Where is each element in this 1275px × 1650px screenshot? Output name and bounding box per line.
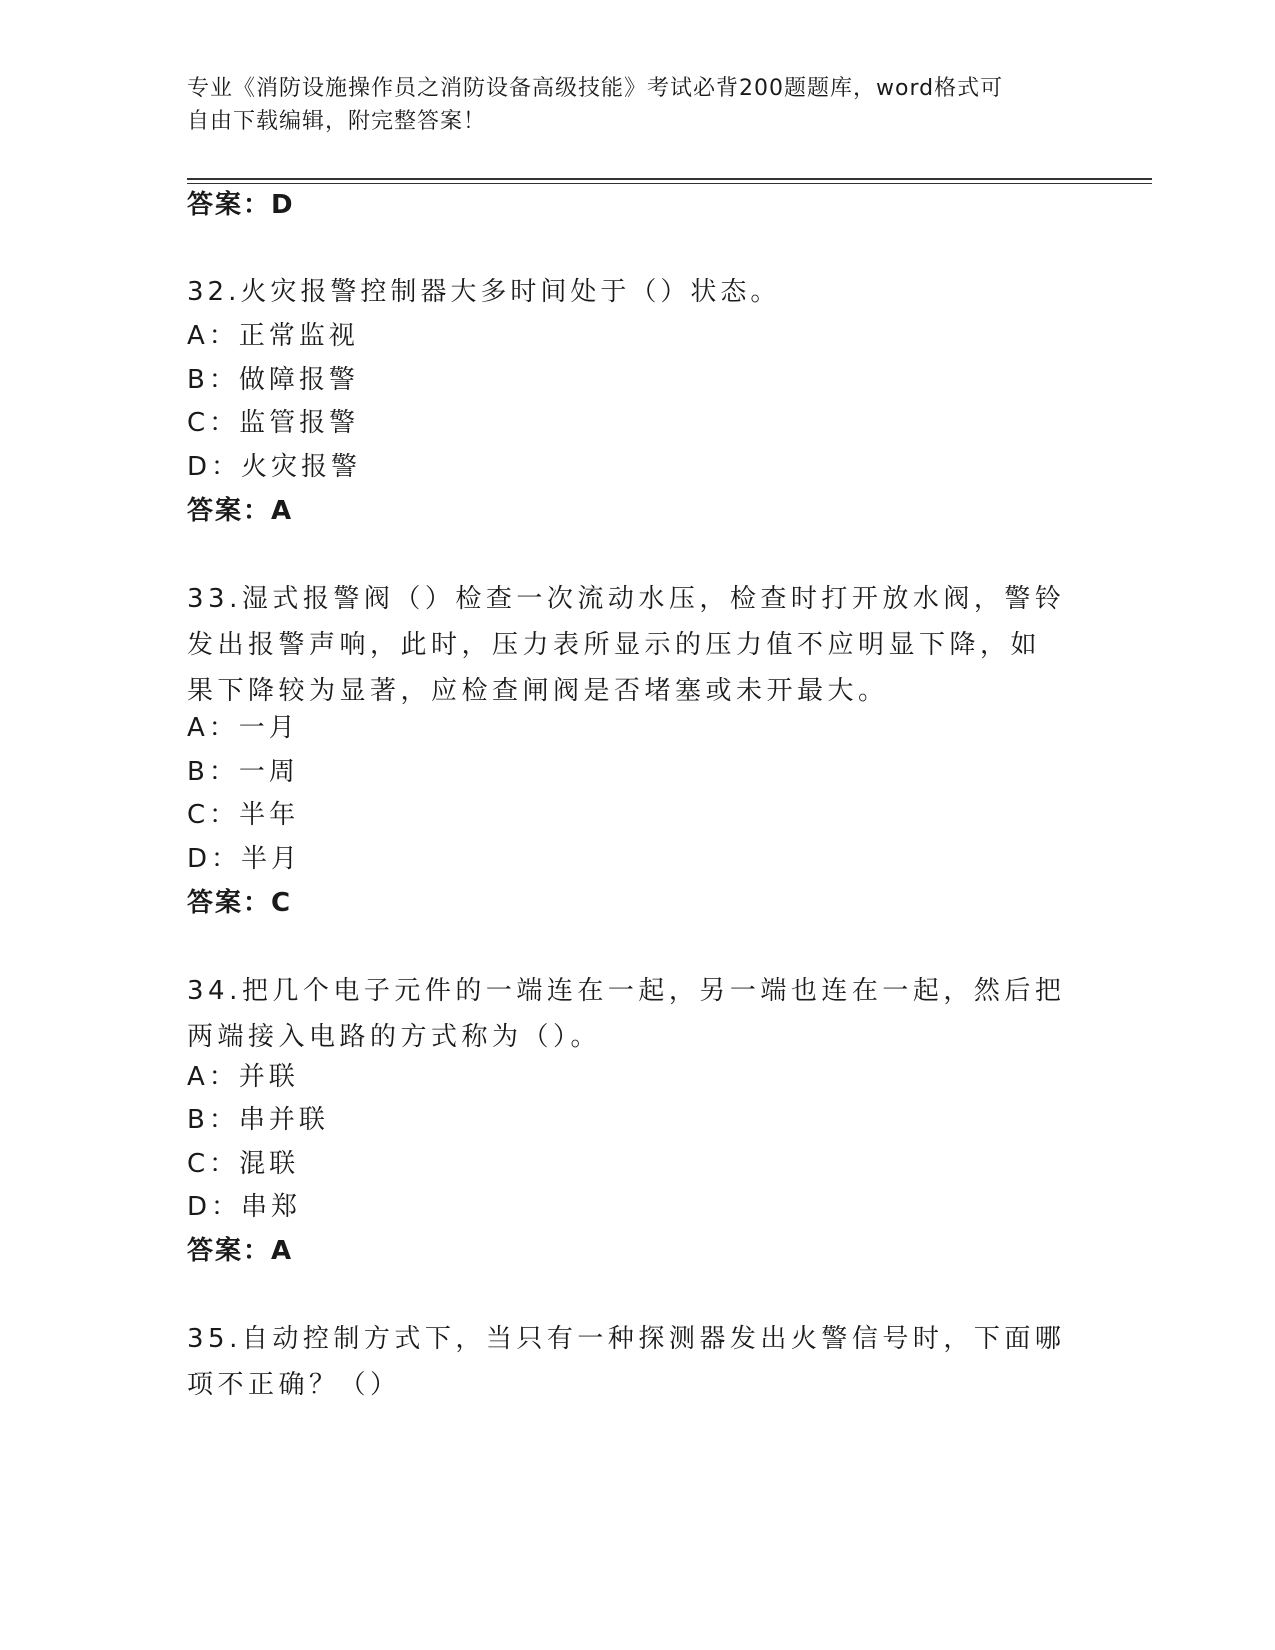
question-34-option-a: A：并联 — [187, 1062, 299, 1092]
question-34-option-d: D：串郑 — [187, 1192, 302, 1222]
header-divider-thin — [187, 183, 1152, 184]
question-32-option-a: A：正常监视 — [187, 321, 359, 351]
question-33-option-d: D：半月 — [187, 844, 302, 874]
question-34-stem: 34.把几个电子元件的一端连在一起，另一端也连在一起，然后把两端接入电路的方式称为（）。 — [187, 976, 1066, 1052]
question-32-option-c: C：监管报警 — [187, 408, 360, 438]
question-33-option-b: B：一周 — [187, 757, 299, 787]
header-line-2: 自由下载编辑，附完整答案！ — [187, 109, 487, 134]
question-34-option-b: B：串并联 — [187, 1105, 329, 1135]
previous-answer: 答案：D — [187, 190, 295, 220]
question-35-stem: 35.自动控制方式下，当只有一种探测器发出火警信号时，下面哪项不正确？（） — [187, 1324, 1066, 1400]
question-32-option-d: D：火灾报警 — [187, 452, 362, 482]
header-divider-thick — [187, 178, 1152, 180]
question-33-answer: 答案：C — [187, 888, 293, 918]
header-line-1: 专业《消防设施操作员之消防设备高级技能》考试必背200题题库，word格式可 — [187, 76, 1004, 101]
question-33-option-c: C：半年 — [187, 800, 300, 830]
question-33-option-a: A：一月 — [187, 713, 299, 743]
question-32-option-b: B：做障报警 — [187, 365, 359, 395]
document-header — [187, 72, 1067, 138]
question-32-answer: 答案：A — [187, 496, 294, 526]
question-34-option-c: C：混联 — [187, 1149, 300, 1179]
question-32-stem: 32.火灾报警控制器大多时间处于（）状态。 — [187, 277, 781, 307]
question-34-answer: 答案：A — [187, 1236, 294, 1266]
question-33-stem: 33.湿式报警阀（）检查一次流动水压，检查时打开放水阀，警铃发出报警声响，此时，压力表所显示的压力值不应明显下降，如果下降较为显著，应检查闸阀是否堵塞或未开最大。 — [187, 584, 1066, 706]
